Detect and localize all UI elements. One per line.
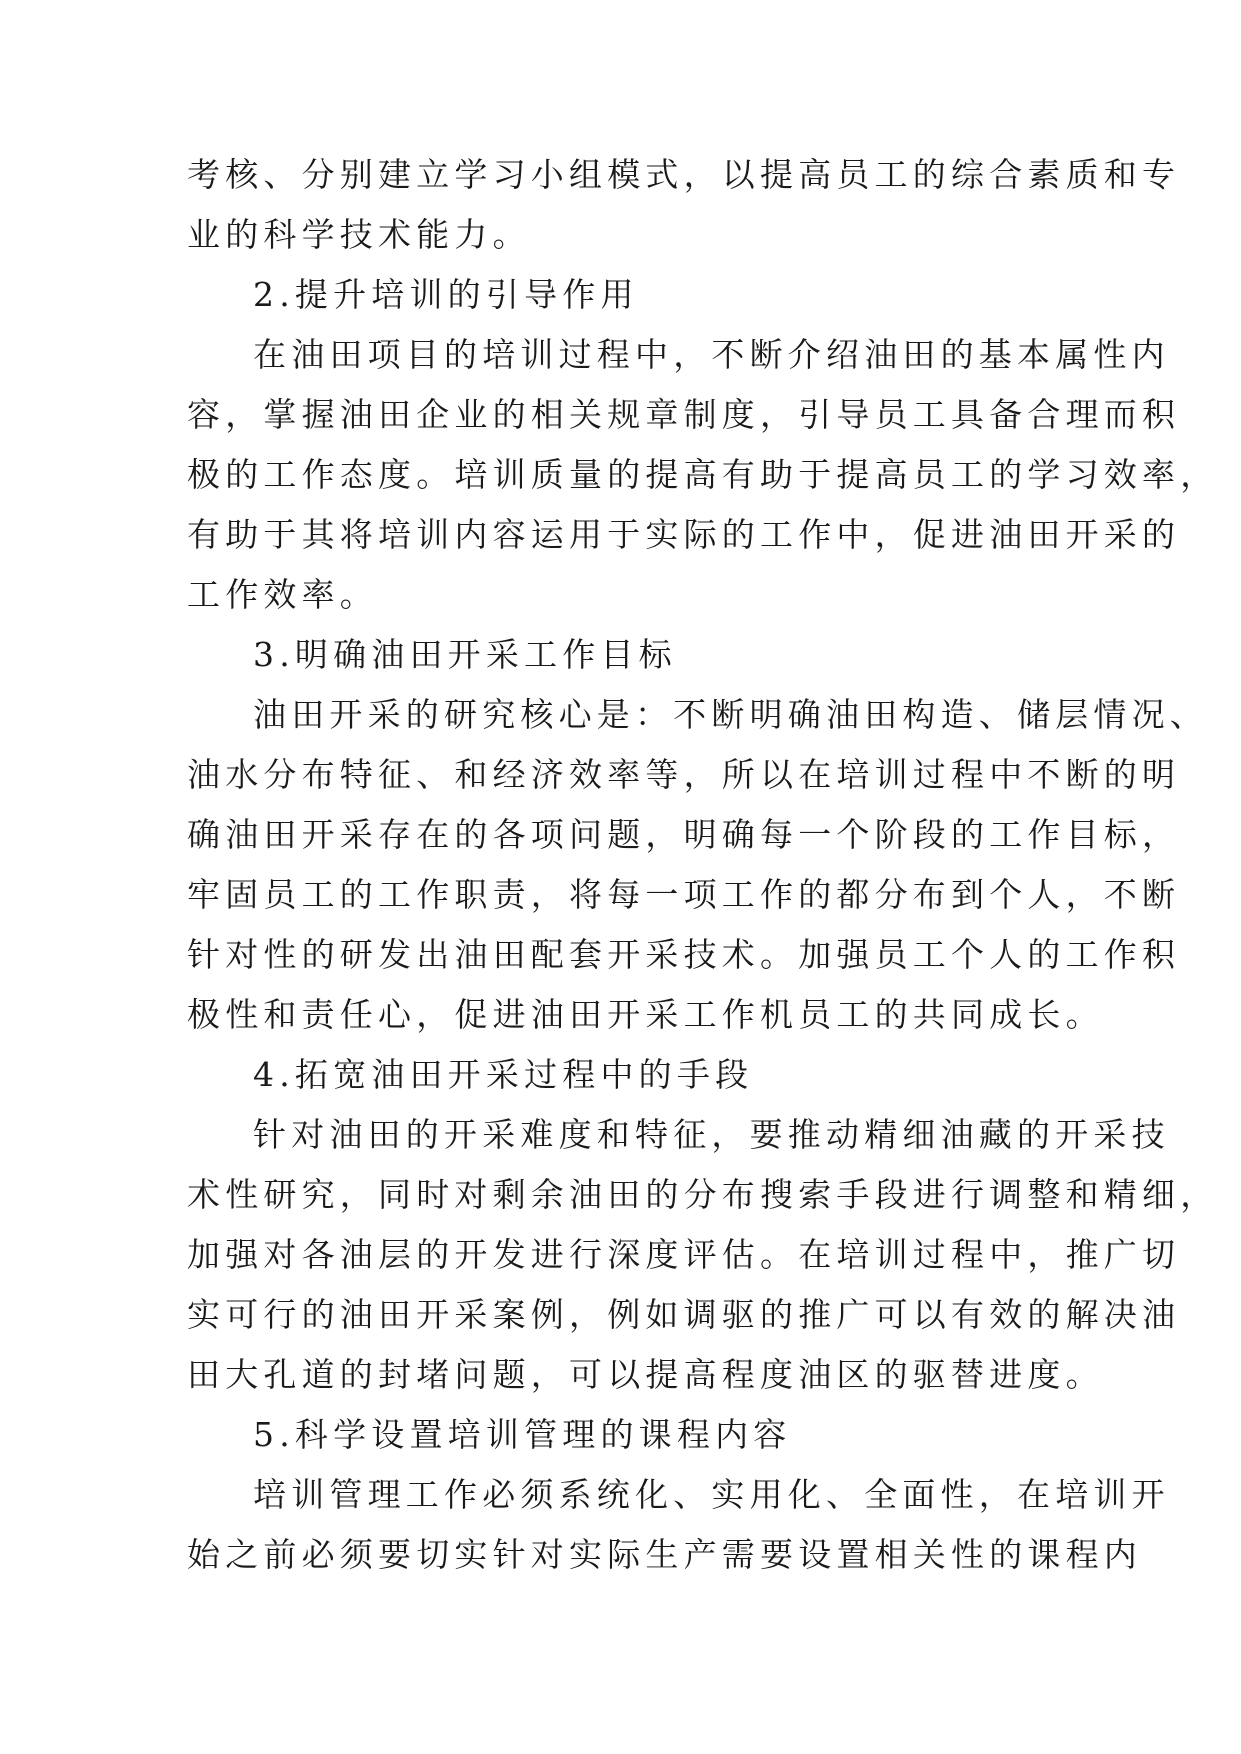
paragraph-line: 术性研究，同时对剩余油田的分布搜索手段进行调整和精细， bbox=[187, 1175, 1219, 1214]
paragraph-line: 工作效率。 bbox=[187, 575, 378, 614]
paragraph-line: 田大孔道的封堵问题，可以提高程度油区的驱替进度。 bbox=[187, 1355, 1104, 1394]
paragraph-line: 针对油田的开采难度和特征，要推动精细油藏的开采技 bbox=[253, 1115, 1170, 1154]
section-heading: 3.明确油田开采工作目标 bbox=[253, 635, 677, 674]
paragraph-line: 始之前必须要切实针对实际生产需要设置相关性的课程内 bbox=[187, 1535, 1142, 1574]
paragraph-line: 培训管理工作必须系统化、实用化、全面性，在培训开 bbox=[253, 1475, 1170, 1514]
paragraph-line: 在油田项目的培训过程中，不断介绍油田的基本属性内 bbox=[253, 335, 1170, 374]
paragraph-line: 极性和责任心，促进油田开采工作机员工的共同成长。 bbox=[187, 995, 1104, 1034]
paragraph-line: 业的科学技术能力。 bbox=[187, 215, 531, 254]
paragraph-line: 实可行的油田开采案例，例如调驱的推广可以有效的解决油 bbox=[187, 1295, 1181, 1334]
section-heading: 4.拓宽油田开采过程中的手段 bbox=[253, 1055, 754, 1094]
paragraph-line: 牢固员工的工作职责，将每一项工作的都分布到个人，不断 bbox=[187, 875, 1181, 914]
paragraph-line: 确油田开采存在的各项问题，明确每一个阶段的工作目标， bbox=[187, 815, 1181, 854]
paragraph-line: 容，掌握油田企业的相关规章制度，引导员工具备合理而积 bbox=[187, 395, 1181, 434]
paragraph-line: 有助于其将培训内容运用于实际的工作中，促进油田开采的 bbox=[187, 515, 1181, 554]
paragraph-line: 油田开采的研究核心是：不断明确油田构造、储层情况、 bbox=[253, 695, 1208, 734]
paragraph-line: 油水分布特征、和经济效率等，所以在培训过程中不断的明 bbox=[187, 755, 1181, 794]
paragraph-line: 加强对各油层的开发进行深度评估。在培训过程中，推广切 bbox=[187, 1235, 1181, 1274]
paragraph-line: 考核、分别建立学习小组模式，以提高员工的综合素质和专 bbox=[187, 155, 1181, 194]
paragraph-line: 极的工作态度。培训质量的提高有助于提高员工的学习效率， bbox=[187, 455, 1219, 494]
paragraph-line: 针对性的研发出油田配套开采技术。加强员工个人的工作积 bbox=[187, 935, 1181, 974]
section-heading: 2.提升培训的引导作用 bbox=[253, 275, 639, 314]
section-heading: 5.科学设置培训管理的课程内容 bbox=[253, 1415, 792, 1454]
